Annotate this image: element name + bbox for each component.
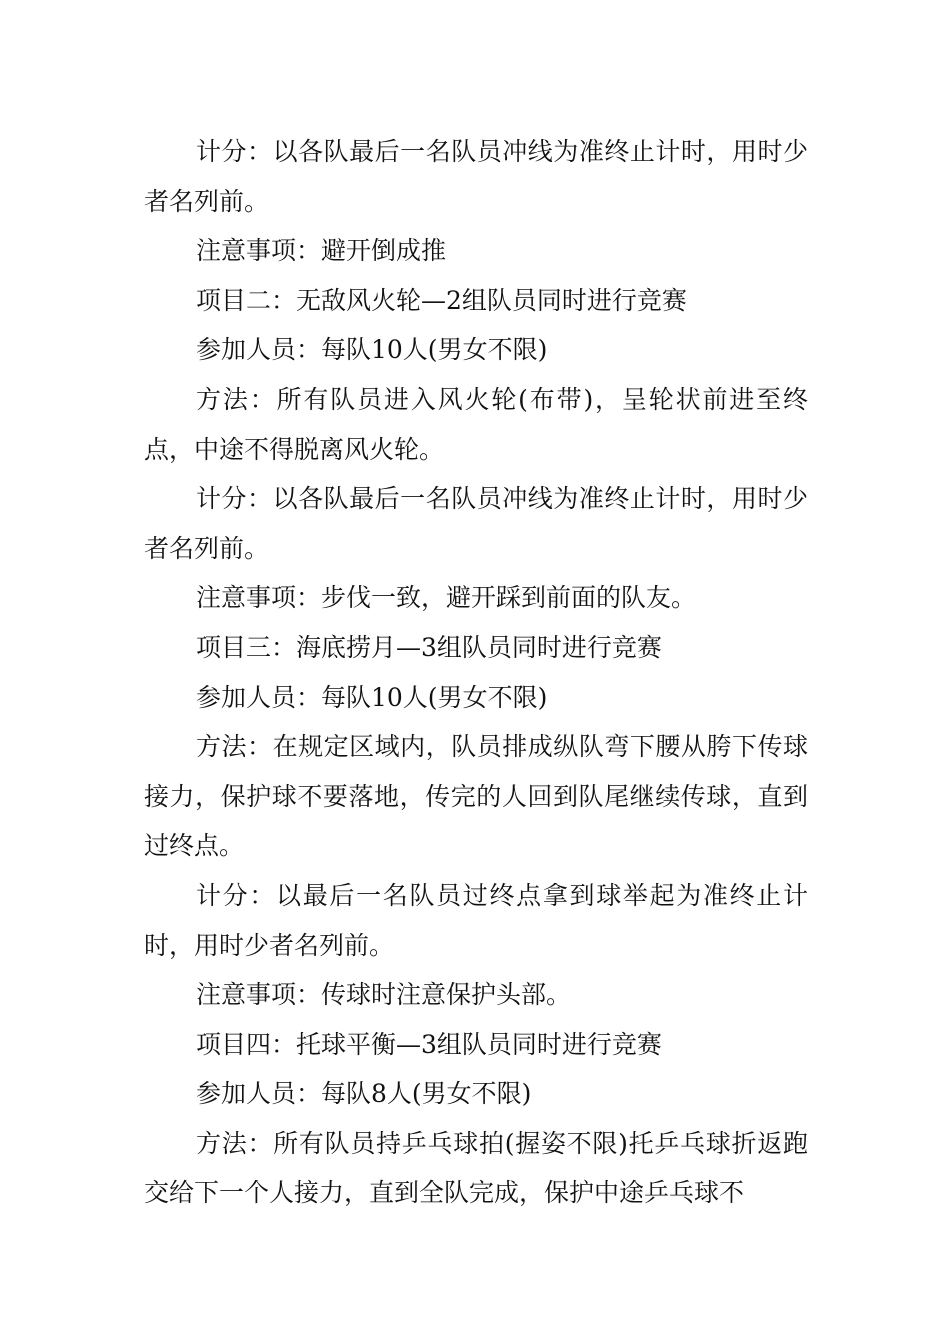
paragraph-notes-3: 注意事项：传球时注意保护头部。 xyxy=(196,980,572,1010)
paragraph-method-3: 方法：在规定区域内，队员排成纵队弯下腰从胯下传球接力，保护球不要落地，传完的人回到队尾继续传球，直到过终点。 xyxy=(144,732,808,861)
paragraph-notes-2: 注意事项：步伐一致，避开踩到前面的队友。 xyxy=(196,583,697,613)
paragraph-method-2: 方法：所有队员进入风火轮(布带)，呈轮状前进至终点，中途不得脱离风火轮。 xyxy=(144,384,808,464)
paragraph-project-2-title: 项目二：无敌风火轮—2组队员同时进行竞赛 xyxy=(196,285,687,315)
paragraph-participants-4: 参加人员：每队8人(男女不限) xyxy=(196,1079,532,1109)
paragraph-project-3-title: 项目三：海底捞月—3组队员同时进行竞赛 xyxy=(196,632,662,662)
paragraph-scoring-2: 计分：以各队最后一名队员冲线为准终止计时，用时少者名列前。 xyxy=(144,484,808,563)
paragraph-participants-3: 参加人员：每队10人(男女不限) xyxy=(196,682,548,712)
paragraph-scoring-3: 计分：以最后一名队员过终点拿到球举起为准终止计时，用时少者名列前。 xyxy=(144,880,808,960)
document-body xyxy=(144,127,808,1218)
paragraph-notes-1: 注意事项：避开倒成推 xyxy=(196,236,447,266)
paragraph-method-4: 方法：所有队员持乒乓球拍(握姿不限)托乒乓球折返跑交给下一个人接力，直到全队完成，保护中途乒乓球不 xyxy=(144,1128,808,1208)
paragraph-participants-2: 参加人员：每队10人(男女不限) xyxy=(196,335,548,365)
paragraph-project-4-title: 项目四：托球平衡—3组队员同时进行竞赛 xyxy=(196,1029,662,1059)
paragraph-scoring-1: 计分：以各队最后一名队员冲线为准终止计时，用时少者名列前。 xyxy=(144,137,808,216)
